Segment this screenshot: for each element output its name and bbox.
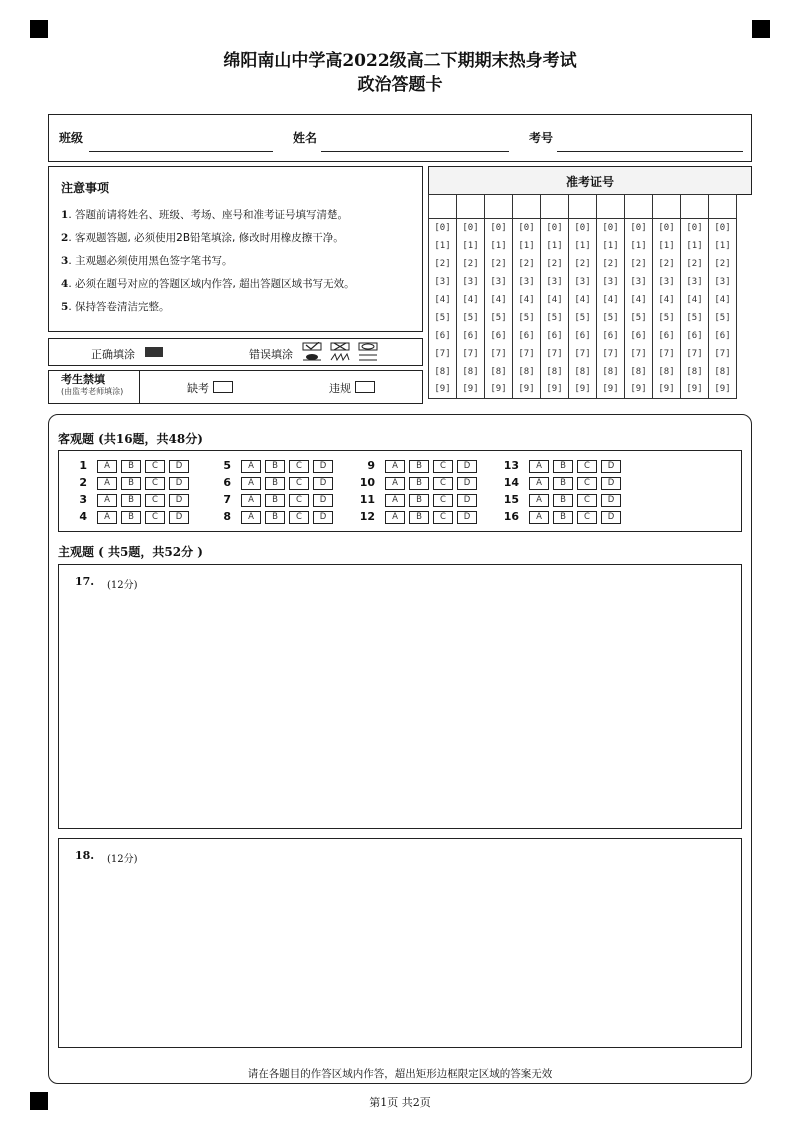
footer-warning: 请在各题目的作答区域内作答，超出矩形边框限定区域的答案无效 [247, 1068, 553, 1080]
admission-digit-bubble[interactable]: [3] [653, 273, 681, 291]
admission-digit-bubble[interactable]: [5] [541, 309, 569, 327]
admission-digit-bubble[interactable]: [1] [513, 237, 541, 255]
corner-marker-top-right [752, 20, 770, 38]
corner-marker-top-left [30, 20, 48, 38]
question-number: 13 [503, 459, 519, 472]
question-points: (12分) [107, 854, 138, 865]
objective-question-row [211, 476, 351, 490]
admission-digit-bubble[interactable]: [4] [457, 291, 485, 309]
option-bubble-a[interactable]: A [241, 460, 261, 473]
option-bubble-a[interactable]: A [529, 477, 549, 490]
question-number: 2 [79, 476, 87, 489]
objective-question-row [499, 493, 639, 507]
admission-digit-bubble[interactable]: [8] [513, 363, 541, 381]
wrong-fill-samples-icon [301, 342, 381, 362]
admission-digit-bubble[interactable]: [8] [597, 363, 625, 381]
option-bubble-c[interactable]: C [433, 460, 453, 473]
admission-digit-bubble[interactable]: [9] [485, 381, 513, 399]
admission-digit-bubble[interactable]: [0] [485, 219, 513, 237]
option-bubble-a[interactable]: A [385, 460, 405, 473]
option-bubble-c[interactable]: C [145, 494, 165, 507]
notice-item: 4. 必须在题号对应的答题区域内作答, 超出答题区域书写无效。 [61, 278, 355, 290]
option-bubble-b[interactable]: B [409, 494, 429, 507]
admission-digit-bubble[interactable]: [9] [597, 381, 625, 399]
question-number: 3 [79, 493, 87, 506]
option-bubble-a[interactable]: A [241, 511, 261, 524]
admission-digit-bubble[interactable]: [2] [625, 255, 653, 273]
option-bubble-b[interactable]: B [553, 494, 573, 507]
notice-item: 2. 客观题答题, 必须使用2B铅笔填涂, 修改时用橡皮擦干净。 [61, 232, 344, 244]
option-bubble-a[interactable]: A [385, 477, 405, 490]
admission-entry-cell[interactable] [625, 195, 653, 219]
admission-digit-bubble[interactable]: [7] [485, 345, 513, 363]
admission-digit-bubble[interactable]: [5] [485, 309, 513, 327]
admission-digit-bubble[interactable]: [1] [653, 237, 681, 255]
objective-answer-box [58, 450, 742, 532]
option-bubble-a[interactable]: A [385, 511, 405, 524]
question-number: 7 [223, 493, 231, 506]
student-info-box [48, 114, 752, 162]
option-bubble-d[interactable]: D [601, 477, 621, 490]
admission-digit-bubble[interactable]: [9] [541, 381, 569, 399]
question-points: (12分) [107, 580, 138, 591]
admission-digit-bubble[interactable]: [1] [625, 237, 653, 255]
admission-entry-cell[interactable] [485, 195, 513, 219]
option-bubble-d[interactable]: D [457, 477, 477, 490]
admission-digit-bubble[interactable]: [3] [625, 273, 653, 291]
admission-digit-bubble[interactable]: [3] [429, 273, 457, 291]
admission-digit-bubble[interactable]: [9] [457, 381, 485, 399]
question-number: 12 [359, 510, 375, 523]
admission-digit-bubble[interactable]: [1] [457, 237, 485, 255]
admission-digit-bubble[interactable]: [6] [597, 327, 625, 345]
admission-digit-bubble[interactable]: [9] [681, 381, 709, 399]
objective-question-row [499, 476, 639, 490]
objective-question-row [499, 510, 639, 524]
exam-no-field[interactable] [557, 151, 743, 152]
admission-digit-bubble[interactable]: [2] [597, 255, 625, 273]
admission-digit-bubble[interactable]: [7] [681, 345, 709, 363]
admission-digit-bubble[interactable]: [2] [429, 255, 457, 273]
admission-digit-bubble[interactable]: [7] [457, 345, 485, 363]
admission-digit-bubble[interactable]: [7] [513, 345, 541, 363]
question-number: 10 [359, 476, 375, 489]
forbidden-note: (由监考老师填涂) [61, 387, 124, 396]
option-bubble-d[interactable]: D [169, 460, 189, 473]
admission-digit-bubble[interactable]: [5] [569, 309, 597, 327]
admission-digit-bubble[interactable]: [5] [681, 309, 709, 327]
admission-digit-bubble[interactable]: [0] [653, 219, 681, 237]
option-bubble-d[interactable]: D [601, 460, 621, 473]
admission-digit-bubble[interactable]: [7] [625, 345, 653, 363]
option-bubble-c[interactable]: C [577, 511, 597, 524]
objective-question-row [211, 493, 351, 507]
admission-digit-bubble[interactable]: [9] [625, 381, 653, 399]
option-bubble-a[interactable]: A [97, 494, 117, 507]
question-number: 4 [79, 510, 87, 523]
option-bubble-c[interactable]: C [289, 494, 309, 507]
admission-entry-cell[interactable] [681, 195, 709, 219]
admission-digit-bubble[interactable]: [0] [625, 219, 653, 237]
objective-question-row [355, 476, 495, 490]
objective-question-row [67, 459, 207, 473]
page-number: 第1页 共2页 [369, 1096, 431, 1109]
option-bubble-d[interactable]: D [601, 511, 621, 524]
class-field[interactable] [89, 151, 273, 152]
forbidden-box [48, 370, 423, 404]
subjective-section-title: 主观题 ( 共5题，共52分 ) [58, 545, 203, 559]
option-bubble-b[interactable]: B [121, 477, 141, 490]
admission-digit-bubble[interactable]: [1] [485, 237, 513, 255]
option-bubble-c[interactable]: C [145, 460, 165, 473]
violation-label: 违规 [329, 382, 351, 395]
admission-digit-bubble[interactable]: [7] [569, 345, 597, 363]
admission-digit-bubble[interactable]: [2] [457, 255, 485, 273]
admission-digit-bubble[interactable]: [8] [653, 363, 681, 381]
admission-digit-bubble[interactable]: [6] [541, 327, 569, 345]
admission-entry-cell[interactable] [513, 195, 541, 219]
admission-digit-bubble[interactable]: [8] [429, 363, 457, 381]
question-number: 9 [367, 459, 375, 472]
option-bubble-b[interactable]: B [553, 477, 573, 490]
option-bubble-d[interactable]: D [313, 460, 333, 473]
forbidden-title: 考生禁填 [61, 373, 105, 386]
option-bubble-b[interactable]: B [121, 460, 141, 473]
admission-digit-bubble[interactable]: [7] [541, 345, 569, 363]
option-bubble-a[interactable]: A [97, 511, 117, 524]
admission-digit-bubble[interactable]: [2] [709, 255, 737, 273]
option-bubble-d[interactable]: D [457, 460, 477, 473]
answer-area-17[interactable] [58, 564, 742, 829]
admission-digit-bubble[interactable]: [5] [625, 309, 653, 327]
fill-example-box [48, 338, 423, 366]
admission-digit-bubble[interactable]: [1] [709, 237, 737, 255]
option-bubble-c[interactable]: C [433, 477, 453, 490]
option-bubble-c[interactable]: C [145, 511, 165, 524]
option-bubble-b[interactable]: B [409, 477, 429, 490]
notice-item: 5. 保持答卷清洁完整。 [61, 301, 170, 313]
notice-box [48, 166, 423, 332]
admission-title-box [428, 166, 752, 195]
class-label: 班级 [59, 131, 84, 145]
admission-digit-bubble[interactable]: [7] [429, 345, 457, 363]
page-subtitle: 政治答题卡 [357, 75, 443, 95]
objective-question-row [211, 459, 351, 473]
admission-digit-bubble[interactable]: [3] [569, 273, 597, 291]
admission-grid [428, 194, 737, 399]
option-bubble-c[interactable]: C [577, 460, 597, 473]
admission-digit-bubble[interactable]: [8] [485, 363, 513, 381]
admission-digit-bubble[interactable]: [6] [653, 327, 681, 345]
objective-question-row [499, 459, 639, 473]
admission-digit-bubble[interactable]: [3] [681, 273, 709, 291]
admission-digit-bubble[interactable]: [8] [681, 363, 709, 381]
admission-digit-bubble[interactable]: [6] [485, 327, 513, 345]
admission-digit-bubble[interactable]: [1] [597, 237, 625, 255]
admission-digit-bubble[interactable]: [8] [457, 363, 485, 381]
admission-digit-bubble[interactable]: [0] [513, 219, 541, 237]
admission-digit-bubble[interactable]: [0] [457, 219, 485, 237]
question-number: 1 [79, 459, 87, 472]
objective-question-row [67, 476, 207, 490]
admission-digit-bubble[interactable]: [0] [429, 219, 457, 237]
admission-entry-cell[interactable] [597, 195, 625, 219]
option-bubble-a[interactable]: A [529, 460, 549, 473]
admission-digit-bubble[interactable]: [7] [709, 345, 737, 363]
question-number: 11 [359, 493, 375, 506]
admission-digit-bubble[interactable]: [3] [485, 273, 513, 291]
question-number: 6 [223, 476, 231, 489]
option-bubble-a[interactable]: A [241, 494, 261, 507]
question-number: 14 [503, 476, 519, 489]
option-bubble-a[interactable]: A [241, 477, 261, 490]
page-title: 绵阳南山中学高2022级高二下期期末热身考试 [223, 51, 577, 71]
admission-digit-bubble[interactable]: [1] [681, 237, 709, 255]
admission-digit-bubble[interactable]: [0] [569, 219, 597, 237]
option-bubble-d[interactable]: D [313, 477, 333, 490]
admission-digit-bubble[interactable]: [2] [541, 255, 569, 273]
objective-question-row [355, 510, 495, 524]
admission-digit-bubble[interactable]: [6] [429, 327, 457, 345]
admission-digit-bubble[interactable]: [5] [653, 309, 681, 327]
admission-entry-cell[interactable] [709, 195, 737, 219]
admission-digit-bubble[interactable]: [4] [625, 291, 653, 309]
admission-digit-bubble[interactable]: [6] [457, 327, 485, 345]
correct-fill-sample [145, 347, 163, 357]
admission-digit-bubble[interactable]: [9] [569, 381, 597, 399]
question-number: 8 [223, 510, 231, 523]
admission-digit-bubble[interactable]: [2] [653, 255, 681, 273]
option-bubble-c[interactable]: C [433, 511, 453, 524]
option-bubble-d[interactable]: D [457, 511, 477, 524]
option-bubble-b[interactable]: B [121, 494, 141, 507]
admission-digit-bubble[interactable]: [4] [569, 291, 597, 309]
wrong-fill-label: 错误填涂 [249, 348, 293, 361]
question-number: 5 [223, 459, 231, 472]
question-number: 18. [75, 849, 95, 862]
admission-digit-bubble[interactable]: [7] [597, 345, 625, 363]
option-bubble-d[interactable]: D [601, 494, 621, 507]
objective-question-row [67, 510, 207, 524]
absent-label: 缺考 [187, 382, 209, 395]
admission-digit-bubble[interactable]: [6] [625, 327, 653, 345]
admission-digit-bubble[interactable]: [9] [709, 381, 737, 399]
admission-digit-bubble[interactable]: [4] [709, 291, 737, 309]
option-bubble-d[interactable]: D [169, 511, 189, 524]
option-bubble-c[interactable]: C [577, 494, 597, 507]
admission-digit-bubble[interactable]: [4] [653, 291, 681, 309]
admission-digit-bubble[interactable]: [8] [569, 363, 597, 381]
option-bubble-b[interactable]: B [121, 511, 141, 524]
admission-digit-bubble[interactable]: [5] [513, 309, 541, 327]
admission-digit-bubble[interactable]: [2] [569, 255, 597, 273]
notice-item: 1. 答题前请将姓名、班级、考场、座号和准考证号填写清楚。 [61, 209, 348, 221]
objective-question-row [67, 493, 207, 507]
admission-title: 准考证号 [565, 175, 614, 189]
option-bubble-a[interactable]: A [385, 494, 405, 507]
admission-digit-bubble[interactable]: [7] [653, 345, 681, 363]
question-number: 15 [503, 493, 519, 506]
admission-digit-bubble[interactable]: [4] [485, 291, 513, 309]
admission-digit-bubble[interactable]: [2] [485, 255, 513, 273]
option-bubble-c[interactable]: C [433, 494, 453, 507]
option-bubble-d[interactable]: D [457, 494, 477, 507]
admission-entry-cell[interactable] [429, 195, 457, 219]
option-bubble-b[interactable]: B [265, 477, 285, 490]
admission-digit-bubble[interactable]: [6] [513, 327, 541, 345]
exam-no-label: 考号 [529, 131, 554, 145]
admission-digit-bubble[interactable]: [2] [681, 255, 709, 273]
option-bubble-a[interactable]: A [529, 511, 549, 524]
option-bubble-a[interactable]: A [529, 494, 549, 507]
admission-entry-cell[interactable] [457, 195, 485, 219]
name-label: 姓名 [293, 131, 318, 145]
admission-digit-bubble[interactable]: [4] [429, 291, 457, 309]
admission-digit-bubble[interactable]: [0] [597, 219, 625, 237]
admission-digit-bubble[interactable]: [0] [541, 219, 569, 237]
option-bubble-b[interactable]: B [553, 511, 573, 524]
admission-entry-cell[interactable] [653, 195, 681, 219]
option-bubble-b[interactable]: B [409, 460, 429, 473]
admission-digit-bubble[interactable]: [5] [429, 309, 457, 327]
admission-digit-bubble[interactable]: [8] [625, 363, 653, 381]
option-bubble-b[interactable]: B [265, 494, 285, 507]
admission-digit-bubble[interactable]: [1] [429, 237, 457, 255]
option-bubble-d[interactable]: D [169, 494, 189, 507]
violation-checkbox[interactable] [355, 381, 375, 393]
option-bubble-b[interactable]: B [265, 511, 285, 524]
option-bubble-c[interactable]: C [289, 477, 309, 490]
option-bubble-d[interactable]: D [169, 477, 189, 490]
answer-area-18[interactable] [58, 838, 742, 1048]
objective-question-row [211, 510, 351, 524]
admission-digit-bubble[interactable]: [3] [513, 273, 541, 291]
absent-checkbox[interactable] [213, 381, 233, 393]
option-bubble-b[interactable]: B [265, 460, 285, 473]
option-bubble-d[interactable]: D [313, 511, 333, 524]
admission-digit-bubble[interactable]: [4] [513, 291, 541, 309]
admission-digit-bubble[interactable]: [3] [457, 273, 485, 291]
admission-digit-bubble[interactable]: [3] [709, 273, 737, 291]
objective-question-row [355, 459, 495, 473]
forbidden-divider [139, 371, 140, 403]
admission-digit-bubble[interactable]: [2] [513, 255, 541, 273]
option-bubble-a[interactable]: A [97, 460, 117, 473]
notice-item: 3. 主观题必须使用黑色签字笔书写。 [61, 255, 233, 267]
admission-digit-bubble[interactable]: [0] [709, 219, 737, 237]
name-field[interactable] [321, 151, 509, 152]
objective-section-title: 客观题 (共16题，共48分) [58, 432, 203, 446]
admission-digit-bubble[interactable]: [6] [681, 327, 709, 345]
admission-digit-bubble[interactable]: [8] [709, 363, 737, 381]
admission-digit-bubble[interactable]: [8] [541, 363, 569, 381]
admission-digit-bubble[interactable]: [9] [653, 381, 681, 399]
admission-digit-bubble[interactable]: [4] [597, 291, 625, 309]
admission-digit-bubble[interactable]: [3] [541, 273, 569, 291]
admission-digit-bubble[interactable]: [9] [513, 381, 541, 399]
question-number: 17. [75, 575, 95, 588]
admission-digit-bubble[interactable]: [6] [709, 327, 737, 345]
option-bubble-c[interactable]: C [145, 477, 165, 490]
admission-digit-bubble[interactable]: [9] [429, 381, 457, 399]
notice-title: 注意事项 [61, 181, 110, 195]
admission-digit-bubble[interactable]: [5] [709, 309, 737, 327]
correct-fill-label: 正确填涂 [91, 348, 135, 361]
admission-digit-bubble[interactable]: [1] [541, 237, 569, 255]
option-bubble-d[interactable]: D [313, 494, 333, 507]
admission-digit-bubble[interactable]: [4] [681, 291, 709, 309]
admission-digit-bubble[interactable]: [0] [681, 219, 709, 237]
option-bubble-c[interactable]: C [577, 477, 597, 490]
question-number: 16 [503, 510, 519, 523]
admission-digit-bubble[interactable]: [6] [569, 327, 597, 345]
admission-digit-bubble[interactable]: [3] [597, 273, 625, 291]
option-bubble-c[interactable]: C [289, 511, 309, 524]
admission-digit-bubble[interactable]: [1] [569, 237, 597, 255]
admission-digit-bubble[interactable]: [4] [541, 291, 569, 309]
option-bubble-a[interactable]: A [97, 477, 117, 490]
admission-digit-bubble[interactable]: [5] [597, 309, 625, 327]
option-bubble-c[interactable]: C [289, 460, 309, 473]
objective-question-row [355, 493, 495, 507]
admission-digit-bubble[interactable]: [5] [457, 309, 485, 327]
option-bubble-b[interactable]: B [553, 460, 573, 473]
option-bubble-b[interactable]: B [409, 511, 429, 524]
admission-entry-cell[interactable] [569, 195, 597, 219]
admission-entry-cell[interactable] [541, 195, 569, 219]
